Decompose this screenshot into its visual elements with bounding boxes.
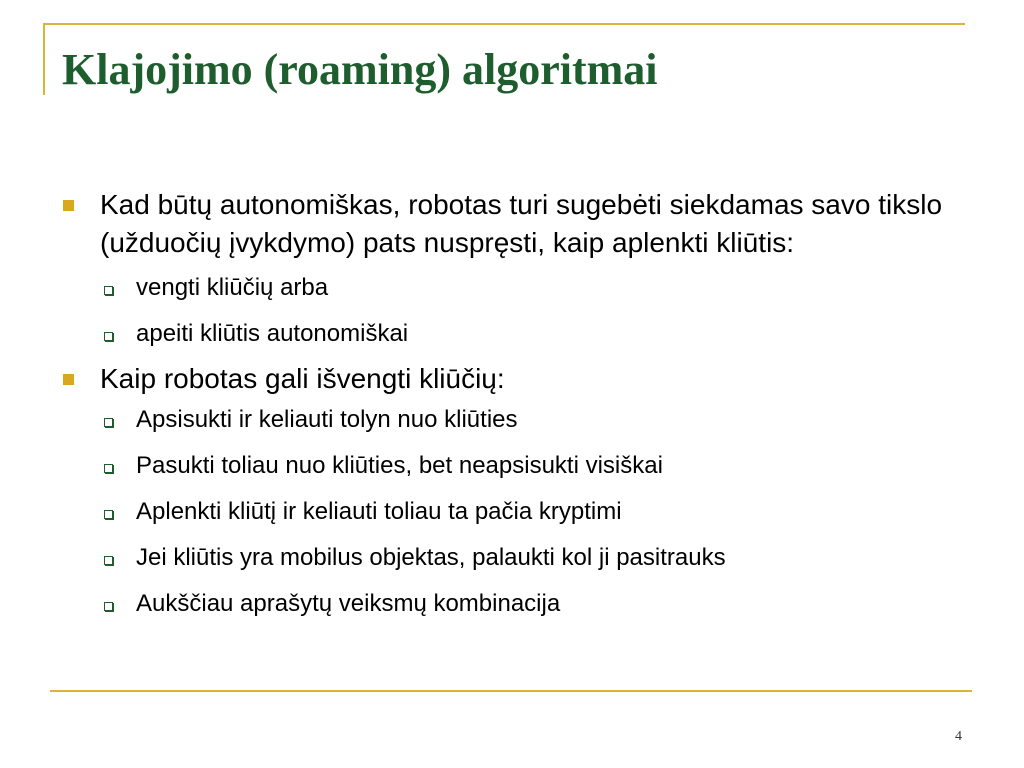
sub-bullet-item <box>62 318 982 350</box>
sub-bullet-text: Apsisukti ir keliauti tolyn nuo kliūties <box>136 406 518 433</box>
hollow-square-bullet-icon <box>104 332 113 341</box>
title-frame-left-line <box>43 23 45 95</box>
footer-divider <box>50 690 972 692</box>
hollow-square-bullet-icon <box>104 510 113 519</box>
bullet-item <box>62 360 982 398</box>
sub-bullet-item <box>62 404 982 436</box>
hollow-square-bullet-icon <box>104 418 113 427</box>
sub-bullet-text: Aukščiau aprašytų veiksmų kombinacija <box>136 590 561 617</box>
sub-bullet-item <box>62 450 982 482</box>
hollow-square-bullet-icon <box>104 286 113 295</box>
page-number: 4 <box>955 729 962 744</box>
sub-bullet-text: Aplenkti kliūtį ir keliauti toliau ta pačia kryptimi <box>136 498 622 525</box>
square-bullet-icon <box>63 374 74 385</box>
bullet-item <box>62 186 982 262</box>
bullet-text: Kaip robotas gali išvengti kliūčių: <box>100 363 505 394</box>
slide-title: Klajojimo (roaming) algoritmai <box>62 45 658 94</box>
hollow-square-bullet-icon <box>104 464 113 473</box>
sub-bullet-item <box>62 542 982 574</box>
hollow-square-bullet-icon <box>104 556 113 565</box>
sub-bullet-text: vengti kliūčių arba <box>136 274 329 301</box>
slide-content <box>62 186 982 634</box>
sub-bullet-item <box>62 588 982 620</box>
title-frame-top-line <box>43 23 965 25</box>
square-bullet-icon <box>63 200 74 211</box>
sub-bullet-text: apeiti kliūtis autonomiškai <box>136 320 409 347</box>
sub-bullet-item <box>62 496 982 528</box>
sub-bullet-text: Pasukti toliau nuo kliūties, bet neapsisukti visiškai <box>136 452 663 479</box>
sub-bullet-item <box>62 272 982 304</box>
bullet-text: Kad būtų autonomiškas, robotas turi sugebėti siekdamas savo tikslo (užduočių įvykdymo) pats nuspręsti, kaip aplenkti kliūtis: <box>100 189 943 258</box>
hollow-square-bullet-icon <box>104 602 113 611</box>
sub-bullet-text: Jei kliūtis yra mobilus objektas, palaukti kol ji pasitrauks <box>136 544 726 571</box>
